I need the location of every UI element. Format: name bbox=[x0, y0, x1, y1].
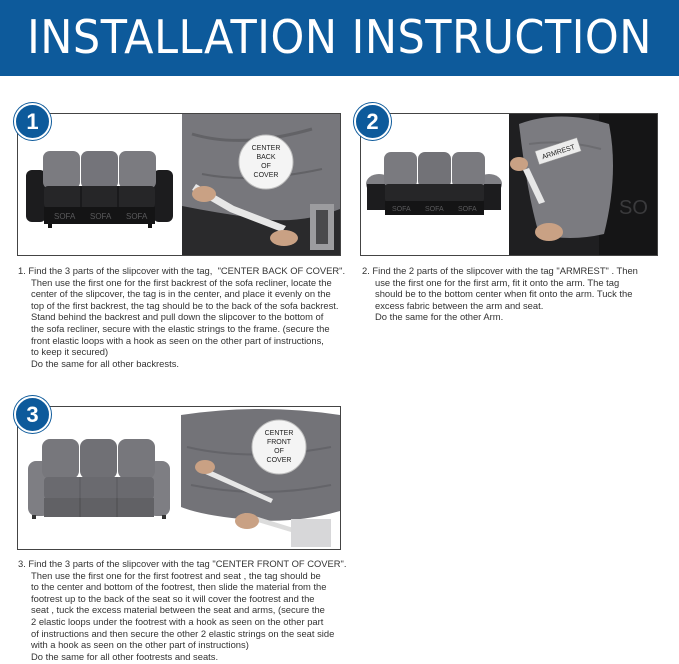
step-3-line: to the center and bottom of the footrest, then slide the material from the bbox=[31, 581, 327, 593]
step-3-detail-photo bbox=[181, 407, 340, 549]
step-1-sofa-text-1: SOFA bbox=[54, 212, 76, 221]
step-3-photo-panel bbox=[17, 406, 341, 550]
step-3-tag-line-4: COVER bbox=[266, 457, 292, 464]
step-1-line: front elastic loops with a hook as seen on the other part of instructions, bbox=[31, 334, 324, 346]
step-2-tag-line-1: ARMREST bbox=[541, 143, 576, 162]
step-1-line: 1. Find the 3 parts of the slipcover with the tag, "CENTER BACK OF COVER". bbox=[18, 265, 346, 276]
step-1-line: Do the same for all other backrests. bbox=[31, 357, 179, 369]
step-2-sofa-text-2: SOFA bbox=[425, 206, 444, 213]
step-1-photo-panel bbox=[17, 113, 341, 256]
step-3-instructions bbox=[18, 558, 358, 662]
step-1-line: Stand behind the backrest and pull down the slipcover to the bottom of bbox=[31, 311, 324, 323]
step-3-tag-line-1: CENTER bbox=[264, 430, 294, 437]
step-3-tag-line-2: FRONT bbox=[266, 439, 292, 446]
step-1-instructions bbox=[18, 265, 348, 369]
step-2-badge: 2 bbox=[354, 103, 391, 140]
step-1-sofa-text-2: SOFA bbox=[90, 212, 112, 221]
step-2-line: 2. Find the 2 parts of the slipcover with the tag "ARMREST" . Then bbox=[362, 265, 638, 276]
step-1-badge: 1 bbox=[14, 103, 51, 140]
page-title: INSTALLATION INSTRUCTION bbox=[27, 10, 652, 65]
step-1-tag-line-4: COVER bbox=[253, 172, 279, 179]
step-3-badge: 3 bbox=[14, 396, 51, 433]
step-1-sofa-text-3: SOFA bbox=[126, 212, 148, 221]
step-2-line: should be to the bottom center when fit onto the arm. Tuck the bbox=[375, 288, 633, 300]
step-1-tag-line-2: BACK bbox=[256, 154, 276, 161]
step-2-detail-photo bbox=[509, 114, 657, 255]
step-3-tag-line-3: OF bbox=[274, 448, 284, 455]
step-3-line: 3. Find the 3 parts of the slipcover with the tag "CENTER FRONT OF COVER". bbox=[18, 558, 347, 569]
step-2-detail-back-text: SO bbox=[619, 197, 648, 219]
step-1-line: center of the slipcover, the tag is in the center, and place it evenly on the bbox=[31, 288, 331, 300]
step-2-sofa-text-1: SOFA bbox=[392, 206, 411, 213]
step-2-line: Do the same for the other Arm. bbox=[375, 311, 504, 323]
step-3-line: footrest up to the back of the seat so it will cover the footrest and the bbox=[31, 592, 315, 604]
step-1-tag-line-3: OF bbox=[261, 163, 271, 170]
step-2-line: use the first one for the first arm, fit it onto the arm. The tag bbox=[375, 276, 620, 288]
step-1-line: top of the first backrest, the tag should be to the back of the sofa backrest. bbox=[31, 299, 339, 311]
step-3-line: 2 elastic loops under the footrest with a hook as seen on the other part bbox=[31, 615, 324, 627]
title-banner bbox=[0, 0, 679, 76]
step-3-line: Then use the first one for the first footrest and seat , the tag should be bbox=[31, 569, 321, 581]
step-1-line: the sofa recliner, secure with the elastic strings to the frame. (secure the bbox=[31, 322, 330, 334]
step-3-line: of instructions and then secure the other 2 elastic strings on the seat side bbox=[31, 627, 335, 639]
step-1-line: Then use the first one for the first backrest of the sofa recliner, locate the bbox=[31, 276, 332, 288]
step-3-line: with a hook as seen on the other part of instructions) bbox=[31, 639, 249, 651]
step-1-tag-line-1: CENTER bbox=[251, 145, 281, 152]
step-1-detail-photo bbox=[182, 114, 340, 255]
step-1-line: to keep it secured) bbox=[31, 346, 109, 358]
step-2-photo-panel bbox=[360, 113, 658, 256]
step-3-line: seat , tuck the excess material between the seat and arms, (secure the bbox=[31, 604, 325, 616]
step-2-line: excess fabric between the arm and seat. bbox=[375, 299, 544, 311]
step-2-instructions bbox=[362, 265, 667, 323]
step-3-line: Do the same for all other footrests and seats. bbox=[31, 650, 219, 662]
step-2-sofa-text-3: SOFA bbox=[458, 206, 477, 213]
